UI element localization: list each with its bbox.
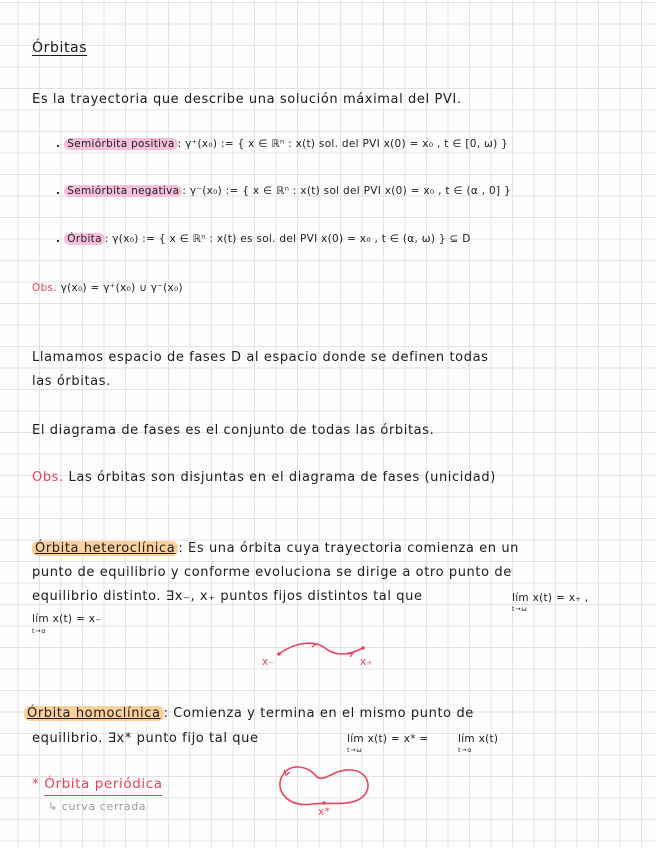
periodic-fixed-point-label: x* bbox=[318, 806, 331, 818]
bullet-semiorbita-negativa bbox=[56, 185, 511, 197]
phase-space-line-1: Llamamos espacio de fases D al espacio donde se definen todas bbox=[32, 350, 489, 365]
heteroclinic-diagram bbox=[255, 638, 395, 678]
bullet-dot: . bbox=[56, 138, 61, 150]
heteroclinic-curve bbox=[279, 643, 363, 654]
observation-2 bbox=[32, 470, 496, 485]
limit-subscript-omega: t→ω bbox=[347, 746, 363, 754]
heteroclinic-line-3: equilibrio distinto. ∃x₋, x₊ puntos fijos distintos tal que bbox=[32, 589, 423, 604]
limit-subscript-alpha: t→α bbox=[458, 746, 473, 754]
bullet-label: Semiórbita negativa bbox=[64, 185, 182, 197]
bullet-label: Órbita bbox=[64, 233, 105, 245]
fixed-point-plus bbox=[361, 646, 365, 650]
periodic-title-underline bbox=[44, 795, 162, 796]
arrow-icon bbox=[311, 643, 316, 647]
arrow-icon bbox=[348, 653, 353, 657]
homoclinic-limit-alpha: lím x(t) bbox=[458, 733, 499, 745]
periodic-title: * Órbita periódica bbox=[32, 776, 163, 792]
obs-text: γ(x₀) = γ⁺(x₀) ∪ γ⁻(x₀) bbox=[60, 282, 183, 294]
page-title: Órbitas bbox=[32, 40, 88, 56]
bullet-dot: . bbox=[56, 185, 61, 197]
bullet-dot: . bbox=[56, 233, 61, 245]
fixed-point-plus-label: x₊ bbox=[360, 656, 373, 668]
phase-space-line-2: las órbitas. bbox=[32, 374, 111, 389]
homoclinic-line-1 bbox=[24, 706, 474, 721]
homoclinic-limit-omega: lím x(t) = x* = bbox=[347, 733, 429, 745]
fixed-point-minus-label: x₋ bbox=[262, 656, 275, 668]
heteroclinic-limit-alpha: lím x(t) = x₋ bbox=[32, 613, 102, 625]
limit-subscript-alpha: t→α bbox=[32, 627, 47, 635]
fixed-point-minus bbox=[277, 652, 281, 656]
homoclinic-label: Órbita homoclínica bbox=[24, 706, 164, 721]
obs-label: Obs. bbox=[32, 282, 57, 294]
bullet-label: Semiórbita positiva bbox=[64, 138, 177, 150]
heteroclinic-limit-omega bbox=[512, 592, 588, 604]
phase-diagram-text: El diagrama de fases es el conjunto de todas las órbitas. bbox=[32, 423, 435, 438]
limit-expression: lím x(t) = x₊ , bbox=[512, 592, 589, 604]
closed-curve bbox=[280, 767, 368, 805]
limit-subscript-omega: t→ω bbox=[512, 605, 528, 613]
homoclinic-line-2: equilibrio. ∃x* punto fijo tal que bbox=[32, 731, 259, 746]
heteroclinic-text: : Es una órbita cuya trayectoria comienza en un bbox=[178, 541, 520, 556]
obs-text: Las órbitas son disjuntas en el diagrama de fases (unicidad) bbox=[68, 470, 496, 485]
heteroclinic-line-2: punto de equilibrio y conforme evoluciona se dirige a otro punto de bbox=[32, 565, 512, 580]
obs-label: Obs. bbox=[32, 470, 64, 485]
periodic-subtitle: ↳ curva cerrada bbox=[48, 800, 147, 813]
bullet-text: : γ⁺(x₀) := { x ∈ ℝⁿ : x(t) sol. del PVI x(0) = x₀ , t ∈ [0, ω) } bbox=[177, 138, 509, 150]
bullet-text: : γ(x₀) := { x ∈ ℝⁿ : x(t) es sol. del PVI x(0) = x₀ , t ∈ (α, ω) } ⊆ D bbox=[104, 233, 471, 245]
heteroclinic-label: Órbita heteroclínica bbox=[32, 541, 178, 556]
bullet-orbita bbox=[56, 233, 471, 245]
observation-1 bbox=[32, 282, 183, 294]
homoclinic-text: : Comienza y termina en el mismo punto de bbox=[163, 706, 474, 721]
bullet-text: : γ⁻(x₀) := { x ∈ ℝⁿ : x(t) sol del PVI x(0) = x₀ , t ∈ (α , 0] } bbox=[182, 185, 512, 197]
fixed-point bbox=[322, 801, 326, 805]
definition-text: Es la trayectoria que describe una solución máximal del PVI. bbox=[32, 92, 462, 107]
heteroclinic-line-1 bbox=[32, 541, 519, 556]
bullet-semiorbita-positiva bbox=[56, 138, 508, 150]
